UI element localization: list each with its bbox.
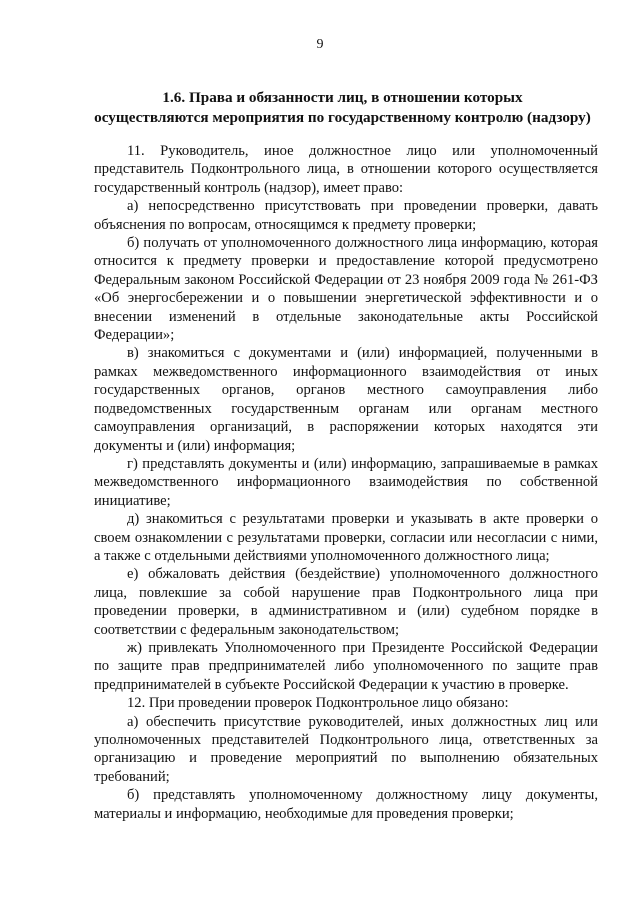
section-heading — [80, 88, 605, 128]
paragraph-11-v: в) знакомиться с документами и (или) информацией, полученными в рамках межведомственного информационного взаимодействия от иных государственных органов, органов местного самоуправления либо подведомственных государственным органам или органам местного самоуправления организаций, в распоряжении которых находятся эти документы и (или) информация; — [94, 345, 598, 454]
paragraph-11-g: г) представлять документы и (или) информацию, запрашиваемые в рамках межведомственного информационного взаимодействия по собственной инициативе; — [94, 455, 598, 509]
paragraph-11-e: е) обжаловать действия (бездействие) уполномоченного должностного лица, повлекшие за собой нарушение прав Подконтрольного лица при проведении проверки, в административном и (или) судебном порядке в соответствии с федеральным законодательством; — [94, 566, 598, 638]
paragraph-11: 11. Руководитель, иное должностное лицо или уполномоченный представитель Подконтрольного лица, в отношении которого осуществляется государственный контроль (надзор), имеет право: — [94, 143, 598, 196]
paragraph-12-b: б) представлять уполномоченному должностному лицу документы, материалы и информацию, необходимые для проведения проверки; — [94, 787, 598, 822]
document-body — [94, 142, 598, 823]
paragraph-11-a: а) непосредственно присутствовать при проведении проверки, давать объяснения по вопросам, относящимся к предмету проверки; — [94, 198, 598, 233]
paragraph-11-b: б) получать от уполномоченного должностного лица информацию, которая относится к предмету проверки и предоставление которой предусмотрено Федеральным законом Российской Федерации от 23 ноября 2009 года № 261-ФЗ «Об энергосбережении и о повышении энергетической эффективности и о внесении изменений в отдельные законодательные акты Российской Федерации»; — [94, 235, 598, 344]
paragraph-12-a: а) обеспечить присутствие руководителей, иных должностных лиц или уполномоченных представителей Подконтрольного лица, ответственных за организацию и проведение мероприятий по выполнению обязательных требований; — [94, 713, 598, 785]
paragraph-11-d: д) знакомиться с результатами проверки и указывать в акте проверки о своем ознакомлении с результатами проверки, согласии или несогласии с ними, а также с отдельными действиями уполномоченного должностного лица; — [94, 511, 598, 564]
section-heading-line-2: осуществляются мероприятия по государственному контролю (надзору) — [94, 109, 591, 126]
paragraph-11-zh: ж) привлекать Уполномоченного при Президенте Российской Федерации по защите прав предпринимателей либо уполномоченного по защите прав предпринимателей в субъекте Российской Федерации к участию в проверке. — [94, 639, 598, 693]
section-heading-line-1: 1.6. Права и обязанности лиц, в отношении которых — [162, 89, 523, 106]
page-number: 9 — [316, 37, 324, 52]
paragraph-12: 12. При проведении проверок Подконтрольное лицо обязано: — [127, 695, 509, 712]
